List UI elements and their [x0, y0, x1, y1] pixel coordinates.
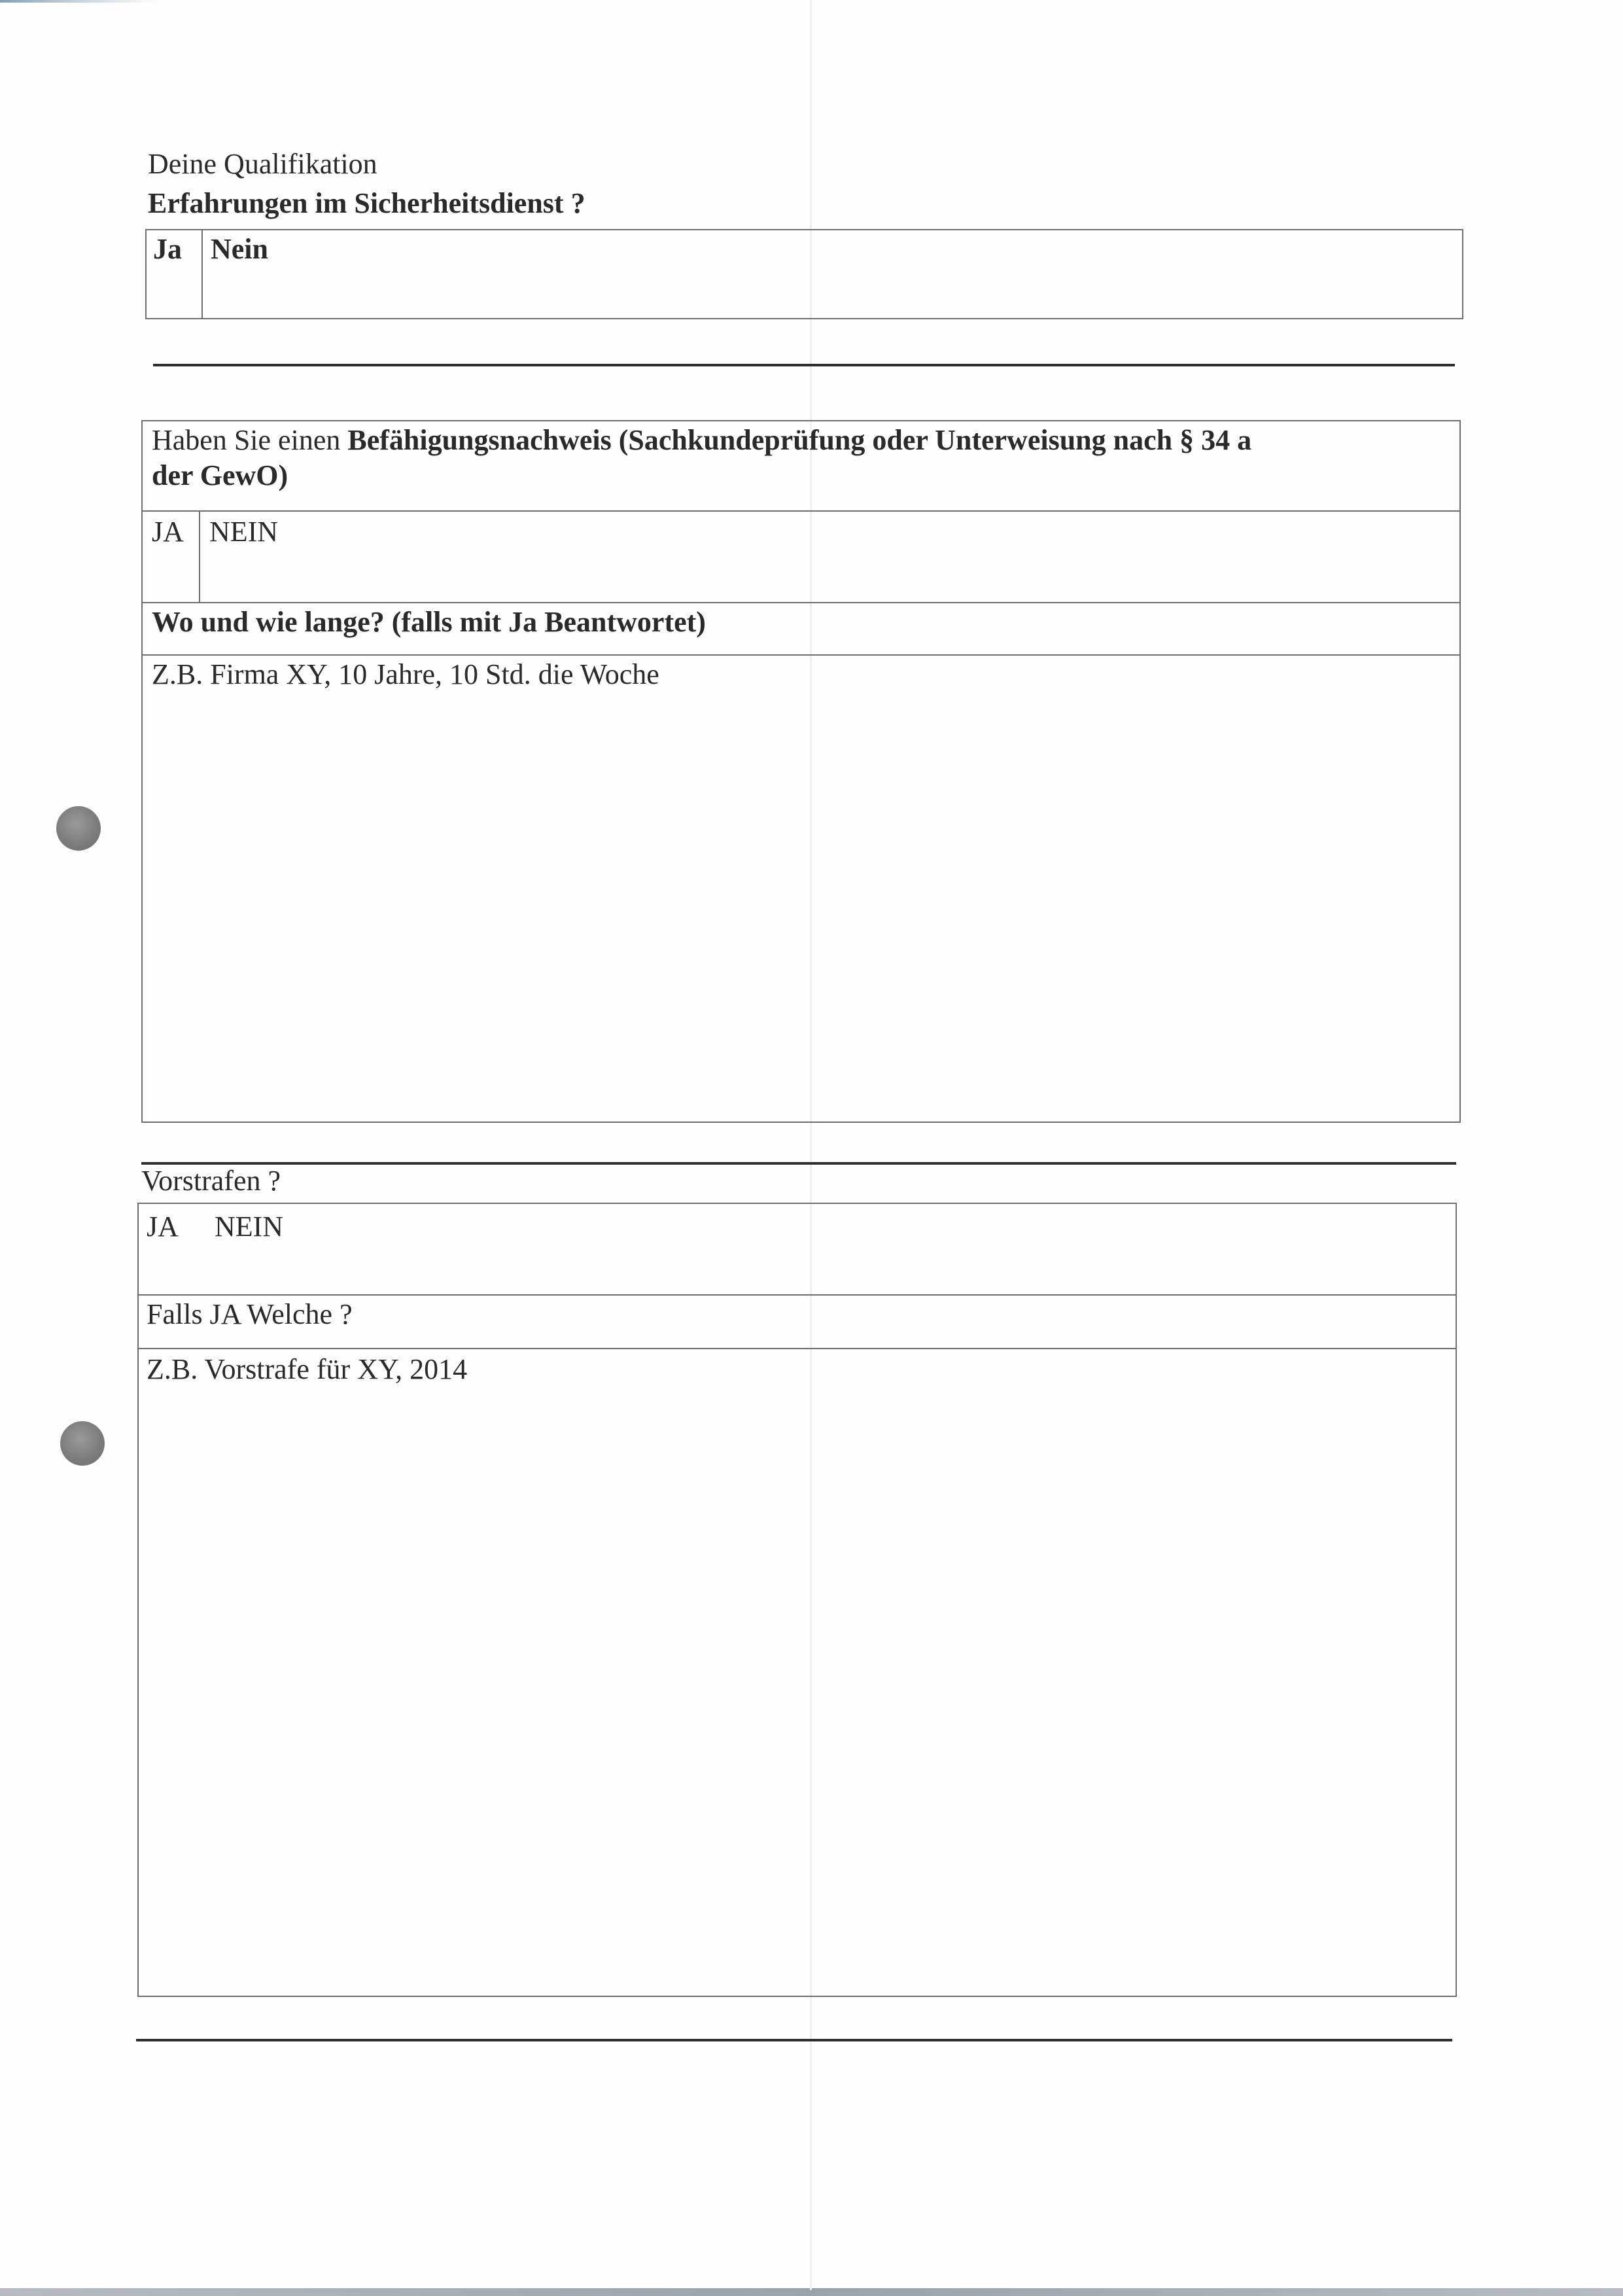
qualification-proof-question — [152, 424, 1251, 457]
option-ja[interactable]: JA — [147, 1210, 179, 1243]
row-divider — [139, 1348, 1456, 1349]
criminal-record-box — [137, 1203, 1457, 1997]
option-ja[interactable]: JA — [152, 516, 184, 548]
security-experience-question: Erfahrungen im Sicherheitsdienst ? — [148, 187, 585, 219]
question-prefix: Haben Sie einen — [152, 424, 348, 456]
punch-hole-top — [56, 806, 101, 851]
scan-edge-top — [0, 0, 196, 3]
criminal-record-question: Vorstrafen ? — [141, 1165, 281, 1197]
cell-divider — [201, 230, 203, 318]
row-divider — [143, 654, 1459, 656]
which-offense-answer[interactable]: Z.B. Vorstrafe für XY, 2014 — [147, 1353, 468, 1385]
row-divider — [143, 602, 1459, 603]
option-ja[interactable]: Ja — [153, 233, 182, 265]
row-divider — [139, 1294, 1456, 1296]
question-bold: Befähigungsnachweis (Sachkundeprüfung oder Unterweisung nach § 34 a — [347, 424, 1252, 456]
where-how-long-answer[interactable]: Z.B. Firma XY, 10 Jahre, 10 Std. die Woche — [152, 658, 659, 690]
where-how-long-label: Wo und wie lange? (falls mit Ja Beantwortet) — [152, 606, 706, 638]
cell-divider — [199, 510, 200, 602]
qualification-proof-box — [141, 420, 1461, 1123]
qualification-heading: Deine Qualifikation — [148, 148, 377, 180]
security-experience-box — [145, 229, 1463, 319]
divider-rule-1 — [153, 364, 1455, 366]
qualification-proof-question-line2: der GewO) — [152, 459, 288, 491]
option-nein[interactable]: Nein — [211, 233, 268, 265]
divider-rule-3 — [136, 2039, 1452, 2041]
divider-rule-2 — [141, 1162, 1456, 1165]
punch-hole-bottom — [60, 1421, 105, 1466]
which-offense-label: Falls JA Welche ? — [147, 1298, 353, 1330]
option-nein[interactable]: NEIN — [215, 1210, 284, 1243]
row-divider — [143, 510, 1459, 512]
option-nein[interactable]: NEIN — [209, 516, 279, 548]
